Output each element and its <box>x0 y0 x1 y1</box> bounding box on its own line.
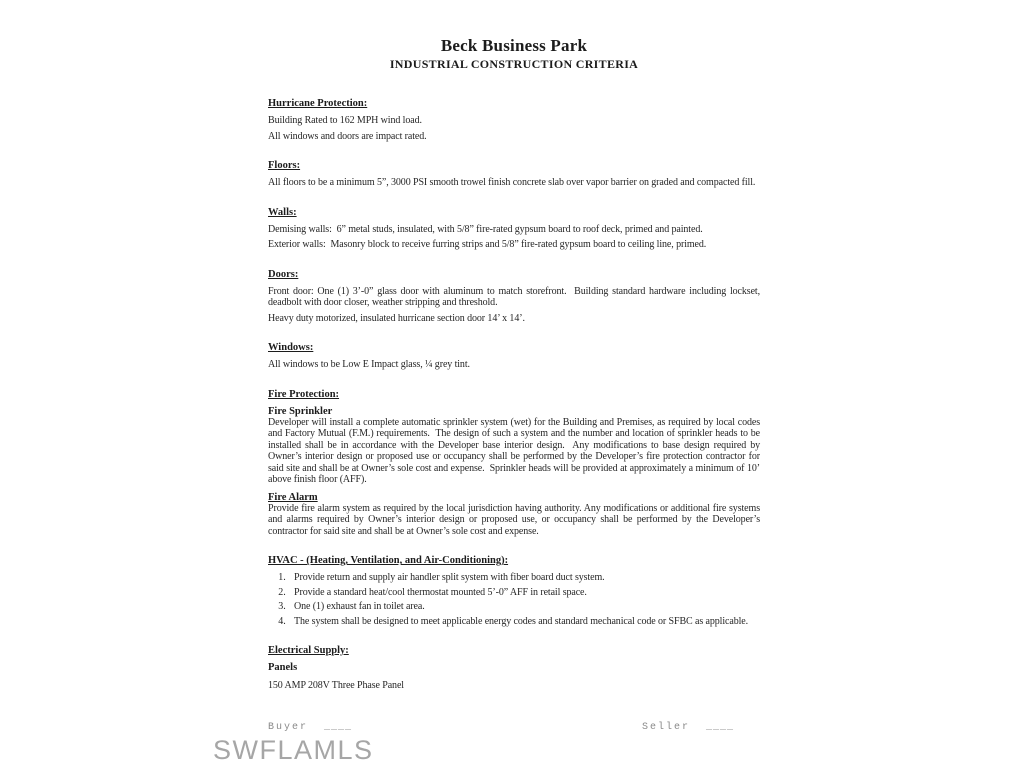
section-windows <box>268 342 760 371</box>
paragraph: Building Rated to 162 MPH wind load. <box>268 115 422 126</box>
document-content <box>268 36 763 733</box>
paragraph: All windows to be Low E Impact glass, ¼ grey tint. <box>268 359 470 370</box>
buyer-signature <box>268 722 352 733</box>
electrical-supply-heading: Electrical Supply: <box>268 645 349 656</box>
hvac-heading: HVAC - (Heating, Ventilation, and Air-Conditioning): <box>268 555 509 566</box>
fire-alarm-subheading: Fire Alarm <box>268 491 318 503</box>
windows-heading: Windows: <box>268 342 314 353</box>
seller-signature-line: ____ <box>705 721 734 733</box>
hvac-list-item: 2. Provide a standard heat/cool thermostat mounted 5’-0” AFF in retail space. <box>288 587 760 599</box>
signature-row <box>268 722 760 733</box>
page-subtitle: INDUSTRIAL CONSTRUCTION CRITERIA <box>389 57 639 71</box>
buyer-label: Buyer <box>268 721 309 733</box>
paragraph: Demising walls: 6” metal studs, insulated, with 5/8” fire-rated gypsum board to roof deck, primed and painted. <box>268 223 703 235</box>
paragraph: All floors to be a minimum 5”, 3000 PSI smooth trowel finish concrete slab over vapor barrier on graded and compacted fill. <box>268 177 756 188</box>
paragraph: All windows and doors are impact rated. <box>268 130 427 142</box>
section-floors <box>268 160 760 189</box>
seller-label: Seller <box>641 721 690 733</box>
hvac-list-item: 1. Provide return and supply air handler split system with fiber board duct system. <box>288 572 760 584</box>
swflamls-watermark: SWFLAMLS <box>213 735 374 765</box>
section-electrical-supply <box>268 645 760 692</box>
doors-heading: Doors: <box>268 268 299 280</box>
section-doors <box>268 268 763 325</box>
floors-heading: Floors: <box>268 160 301 171</box>
hurricane-protection-heading: Hurricane Protection: <box>268 98 368 109</box>
section-fire-protection <box>268 388 763 538</box>
panels-subheading: Panels <box>268 662 298 673</box>
fire-sprinkler-subheading: Fire Sprinkler <box>268 405 333 417</box>
hvac-list <box>268 572 760 627</box>
page-title: Beck Business Park <box>440 36 588 55</box>
fire-protection-heading: Fire Protection: <box>268 388 340 400</box>
hvac-list-item: 4. The system shall be designed to meet applicable energy codes and standard mechanical code or SFBC as applicable. <box>288 616 760 628</box>
paragraph: Exterior walls: Masonry block to receive furring strips and 5/8” fire-rated gypsum board to ceiling line, primed. <box>268 239 707 250</box>
section-hurricane-protection <box>268 98 760 142</box>
paragraph: Heavy duty motorized, insulated hurricane section door 14’ x 14’. <box>268 312 525 324</box>
section-hvac <box>268 555 760 627</box>
walls-heading: Walls: <box>268 206 297 218</box>
paragraph: Front door: One (1) 3’-0” glass door with aluminum to match storefront. Building standard hardware including lockset, deadbolt with door closer, weather stripping and threshold. <box>268 285 763 308</box>
fire-sprinkler-paragraph: Developer will install a complete automatic sprinkler system (wet) for the Building and Premises, as required by local codes and Factory Mutual (F.M.) requirements. The design of such a system and the number and location of sprinkler heads to be installed shall be in accordance with the Developer base interior design. Any modifications to base design required by Owner’s interior design or proposed use or occupancy shall be performed by the Developer’s fire protection contractor for said site and shall be at Owner’s sole cost and expense. Sprinkler heads will be provided at approximately a minimum of 10’ above finish floor (AFF). <box>268 416 763 485</box>
paragraph: 150 AMP 208V Three Phase Panel <box>268 680 404 691</box>
seller-signature <box>642 722 734 733</box>
fire-alarm-paragraph: Provide fire alarm system as required by the local jurisdiction having authority. Any modifications or additional fire systems and alarms required by Owner’s interior design or proposed use, or occupancy shall be performed by the Developer’s contractor for said site and shall be at Owner’s sole cost and expense. <box>268 502 763 537</box>
buyer-signature-line: ____ <box>324 721 353 733</box>
section-walls <box>268 207 760 251</box>
hvac-list-item: 3. One (1) exhaust fan in toilet area. <box>288 601 760 613</box>
